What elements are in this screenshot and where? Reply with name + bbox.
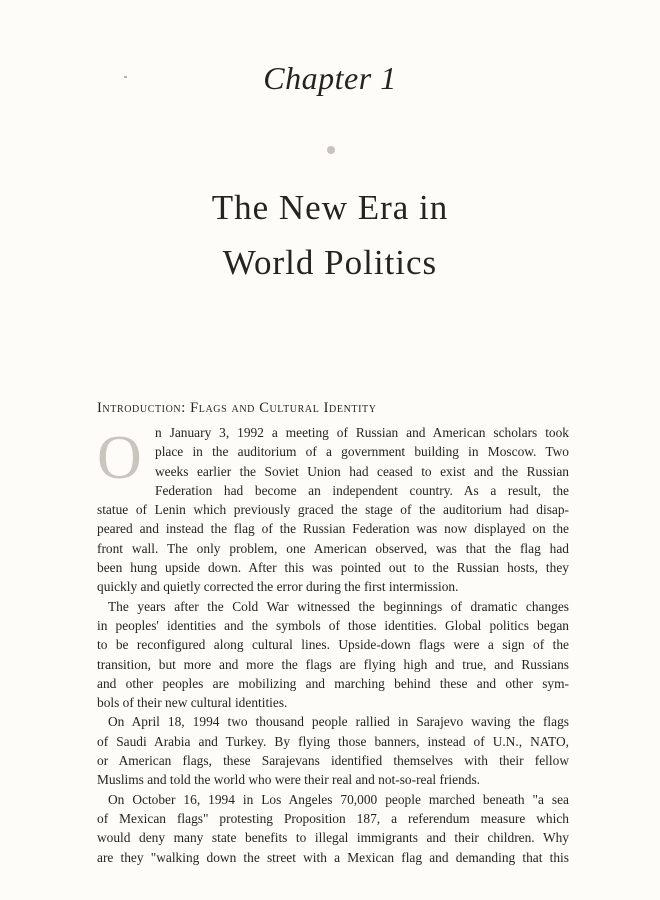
text-line: front wall. The only problem, one American observed, was that the flag had (97, 540, 569, 556)
ornament-dot-icon (327, 146, 335, 154)
text-line: and other peoples are mobilizing and marching behind these and other sym- (97, 675, 569, 691)
text-line: of Saudi Arabia and Turkey. By flying those banners, instead of U.N., NATO, (97, 733, 569, 749)
text-line: bols of their new cultural identities. (97, 695, 288, 711)
text-line: or American flags, these Sarajevans identified themselves with their fellow (97, 753, 569, 769)
drop-cap: O (97, 424, 142, 492)
text-line: weeks earlier the Soviet Union had ceased to exist and the Russian (155, 463, 569, 479)
text-line: in peoples' identities and the symbols of those identities. Global politics began (97, 617, 569, 633)
text-line: would deny many state benefits to illegal immigrants and their children. Why (97, 830, 569, 846)
text-line: n January 3, 1992 a meeting of Russian and American scholars took (155, 425, 569, 440)
text-line: statue of Lenin which previously graced the stage of the auditorium had disap- (97, 502, 569, 518)
text-line: to be reconfigured along cultural lines. Upside-down flags were a sign of the (97, 637, 569, 653)
body-text (97, 423, 569, 867)
chapter-title (0, 180, 660, 290)
chapter-title-line: World Politics (222, 243, 438, 282)
text-line: peared and instead the flag of the Russian Federation was now displayed on the (97, 521, 569, 537)
text-line: of Mexican flags" protesting Proposition 187, a referendum measure which (97, 810, 569, 826)
section-heading: Introduction: Flags and Cultural Identity (97, 400, 377, 416)
text-line: are they "walking down the street with a Mexican flag and demanding that this (97, 849, 569, 865)
text-line: On April 18, 1994 two thousand people rallied in Sarajevo waving the flags (108, 714, 569, 730)
text-line: quickly and quietly corrected the error during the first intermission. (97, 579, 459, 595)
text-line: place in the auditorium of a government building in Moscow. Two (155, 444, 569, 460)
text-line: On October 16, 1994 in Los Angeles 70,000 people marched beneath "a sea (108, 791, 569, 807)
chapter-title-line: The New Era in (211, 188, 449, 227)
text-line: Muslims and told the world who were their real and not-so-real friends. (97, 772, 481, 788)
text-line: transition, but more and more the flags are flying high and true, and Russians (97, 656, 569, 672)
chapter-label: Chapter 1 (263, 60, 397, 96)
text-line: The years after the Cold War witnessed the beginnings of dramatic changes (108, 598, 569, 614)
text-line: Federation had become an independent country. As a result, the (155, 482, 569, 498)
text-line: been hung upside down. After this was pointed out to the Russian hosts, they (97, 560, 569, 576)
